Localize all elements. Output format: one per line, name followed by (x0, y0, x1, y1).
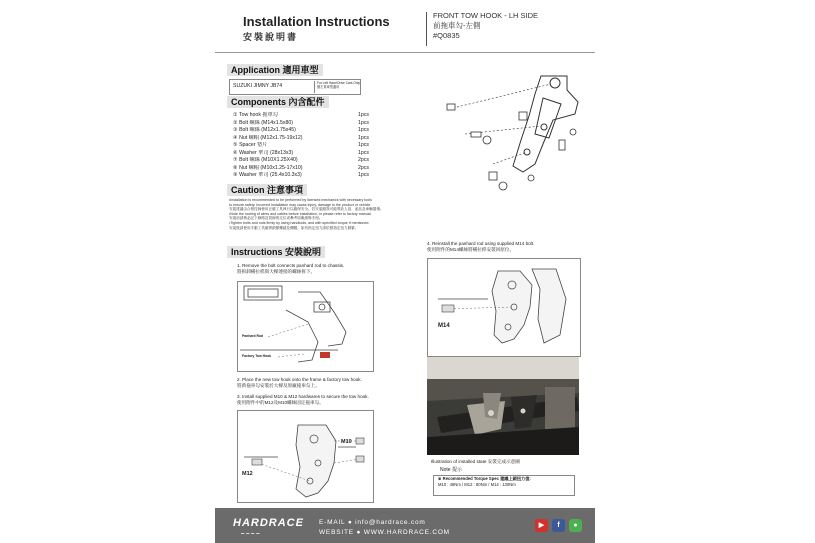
page-title-zh: 安裝說明書 (243, 33, 299, 43)
component-item: ⑥ Washer 華司 (28x13x3) 1pcs (233, 149, 369, 156)
brand-logo: HARDRACE (233, 517, 304, 529)
application-table (229, 79, 361, 95)
label-m10: M10 (341, 439, 352, 445)
step-3-text-zh: 使用附件中的M12及M10螺絲固定拖車勾。 (237, 400, 324, 405)
product-name: FRONT TOW HOOK - LH SIDE (433, 11, 539, 20)
component-item: ③ Bolt 螺絲 (M12x1.75x45) 1pcs (233, 127, 369, 133)
components-list (233, 112, 369, 180)
vehicle-model: SUZUKI JIMNY JB74 (233, 83, 283, 89)
youtube-icon[interactable]: ▶ (535, 519, 548, 532)
components-heading: Components 內含配件 (227, 96, 329, 108)
facebook-icon[interactable]: f (552, 519, 565, 532)
label-m14: M14 (438, 323, 450, 329)
application-note (314, 81, 360, 93)
instructions-heading: Instructions 安裝說明 (227, 246, 325, 258)
component-item: ④ Nut 螺帽 (M12x1.75-19x12) 1pcs (233, 134, 369, 141)
component-item: ⑦ Bolt 螺絲 (M10X1.25X40) 2pcs (233, 157, 369, 163)
caution-line: 安裝前請務必記下線路及管線的走位或參考原廠維修手冊。 (229, 216, 323, 221)
instruction-sheet (215, 0, 595, 543)
wechat-icon[interactable]: ● (569, 519, 582, 532)
component-item: ⑨ Washer 華司 (25.4x10.3x3) 1pcs (233, 172, 369, 178)
label-factory-tow-hook: Factory Tow Hook (242, 354, 272, 358)
component-item: ⑧ Nut 螺帽 (M10x1.25-17x10) 2pcs (233, 164, 369, 171)
product-code: #Q0835 (433, 31, 460, 40)
brand-logo-tagline: ▬ ▬ ▬ ▬ (241, 531, 260, 535)
page-title: Installation Instructions (243, 14, 390, 29)
step-1-text-zh: 將拆卸橫拉桿與大樑連接的螺絲拆下。 (237, 269, 316, 274)
installed-caption: Illustration of installed state 安裝完成示意圖 (431, 459, 520, 464)
step-3-text: 3. Install supplied M10 & M12 hardwares to secure the tow hook. (237, 394, 369, 399)
torque-spec-values: M10 : 46Nm / M12 : 80Nm / M14 : 130Nm (438, 482, 516, 487)
exploded-parts-diagram (443, 68, 593, 198)
step-2-text: 2. Place the new tow hook onto the frame & factory tow hook. (237, 377, 362, 382)
application-note-en: For Left Hand Drive Cars Only (317, 81, 360, 85)
header-rule (215, 52, 595, 53)
caution-line: •Tighten bolts and nuts firmly by using handtools, and with specified torque if mentioned. (229, 220, 370, 225)
caution-line: •Installation is recommended to be performed by licensed mechanics with necessary tools (229, 198, 372, 202)
step-3 (237, 394, 369, 406)
component-item: ⑤ Spacer 墊片 1pcs (233, 142, 369, 148)
note-label: Note 提示 (440, 467, 462, 473)
caution-line: •Note the routing of wires and cables before installation, or please refer to factory manual. (229, 211, 372, 216)
contact-website[interactable]: WEBSITE ● WWW.HARDRACE.COM (319, 529, 450, 536)
header-divider (426, 12, 427, 46)
step-4 (427, 241, 534, 253)
torque-spec-box (433, 475, 575, 496)
step-1-diagram (237, 281, 374, 372)
label-m12: M12 (242, 471, 253, 477)
label-panhard-rod: Panhard Rod (242, 334, 264, 338)
step-1-text: 1. Remove the bolt connects panhard rod to chassis. (237, 263, 345, 268)
step-1 (237, 263, 344, 275)
step-4-text-zh: 使用附件的M14螺絲將橫拉桿安裝回原位。 (427, 247, 515, 252)
application-heading: Application 適用車型 (227, 64, 323, 76)
step-4-diagram (427, 258, 581, 357)
contact-info (319, 518, 450, 538)
step-4-text: 4. Reinstall the panhard rod using supplied M14 bolt. (427, 241, 535, 246)
torque-spec-title: ※ Recommended Torque Spec 建議上鎖扭力值: (438, 476, 531, 481)
contact-email[interactable]: E-MAIL ● info@hardrace.com (319, 519, 426, 526)
caution-line: to ensure safety. Incorrect installation may cause injury, damage to the product or vehicle. (229, 202, 372, 207)
caution-heading: Caution 注意事項 (227, 184, 307, 196)
step-2-text-zh: 將新拖車勾安裝於大樑及原廠拖車勾上。 (237, 383, 320, 388)
step-3-diagram (237, 410, 374, 503)
component-item: ② Bolt 螺絲 (M14x1.5x80) 1pcs (233, 119, 369, 126)
footer-bar (215, 508, 595, 543)
installed-photo (427, 357, 579, 455)
caution-text (229, 198, 424, 230)
caution-line: 安裝建議由合格技師使用正確工具執行以確保安全。若安裝錯誤可能導致人員、產品及車輛損傷。 (229, 207, 384, 212)
step-2 (237, 377, 362, 389)
product-name-zh: 前拖車勾-左側 (433, 21, 481, 30)
application-note-zh: 僅左駕車型適用 (317, 85, 340, 89)
caution-line: 安裝後請使用手動工具確實鎖緊螺絲及螺帽，如有指定扭力請依照指定扭力鎖緊。 (229, 225, 359, 230)
component-item: ① Tow hook 拖車勾 1pcs (233, 112, 369, 118)
product-info (433, 11, 538, 41)
